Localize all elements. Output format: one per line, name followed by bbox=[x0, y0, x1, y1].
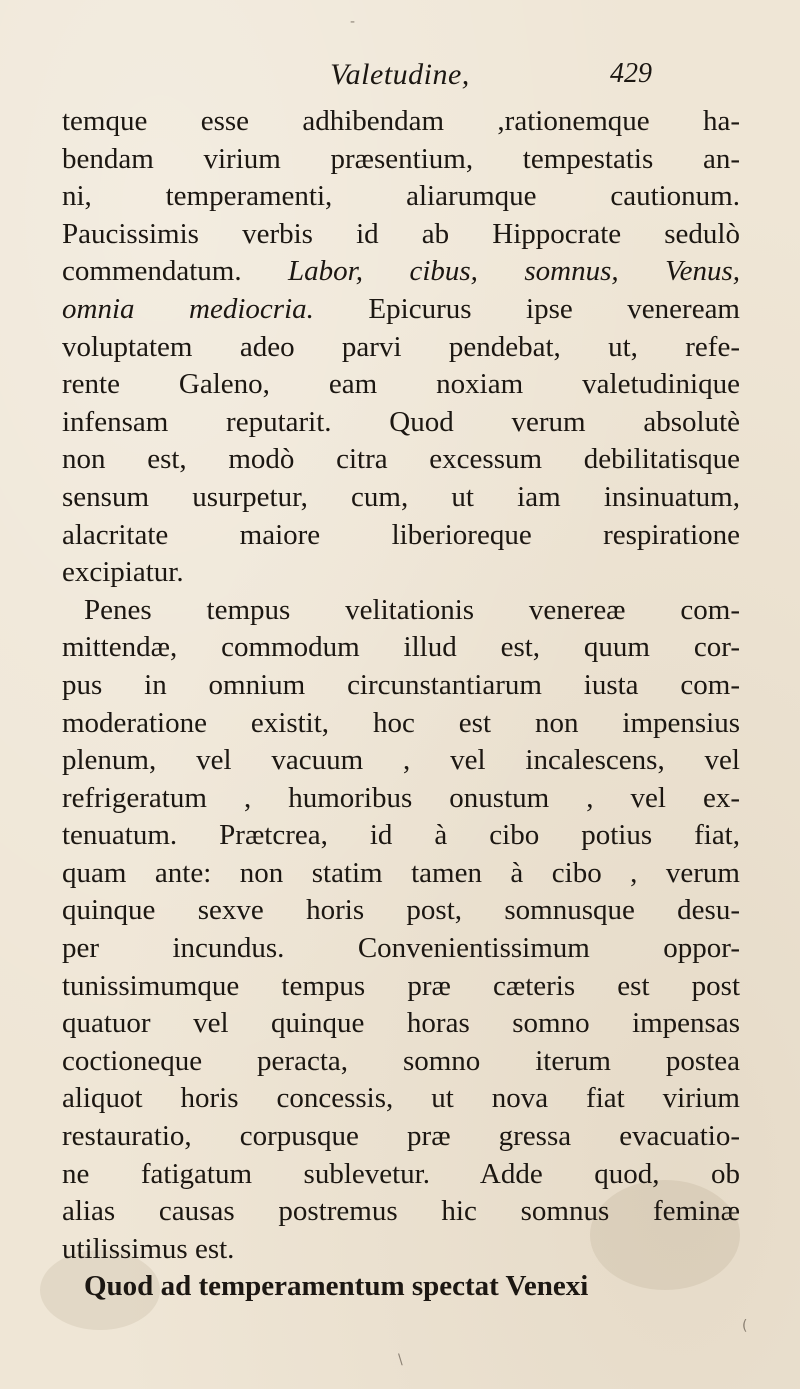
text-line: coctioneque peracta, somno iterum postea bbox=[62, 1044, 740, 1077]
text-line: rente Galeno, eam noxiam valetudinique bbox=[62, 368, 740, 401]
text-line: sensum usurpetur, cum, ut iam insinuatum, bbox=[62, 480, 740, 513]
text-line bbox=[62, 291, 740, 329]
text-line: non est, modò citra excessum debilitatisque bbox=[62, 443, 740, 476]
text-span: commendatum. bbox=[62, 255, 242, 288]
text-line: refrigeratum , humoribus onustum , vel ex- bbox=[62, 781, 740, 814]
text-line: plenum, vel vacuum , vel incalescens, vel bbox=[62, 744, 740, 777]
text-line: infensam reputarit. Quod verum absolutè bbox=[62, 405, 740, 438]
running-head bbox=[0, 58, 800, 98]
text-line: restauratio, corpusque præ gressa evacuatio- bbox=[62, 1120, 740, 1153]
text-line: ni, temperamenti, aliarumque cautionum. bbox=[62, 180, 740, 213]
text-line: bendam virium præsentium, tempestatis an- bbox=[62, 142, 740, 175]
text-span: Epicurus ipse veneream bbox=[368, 292, 740, 325]
ink-mark: \ bbox=[398, 1352, 403, 1368]
text-line: alias causas postremus hic somnus feminæ bbox=[62, 1195, 740, 1228]
text-line: per incundus. Convenientissimum oppor- bbox=[62, 932, 740, 965]
text-line: voluptatem adeo parvi pendebat, ut, refe- bbox=[62, 330, 740, 363]
catchword-line: Quod ad temperamentum spectat Venexi bbox=[84, 1270, 589, 1303]
ink-mark: ( bbox=[742, 1318, 748, 1334]
page-number: 429 bbox=[610, 58, 652, 89]
text-line: excipiatur. bbox=[62, 556, 184, 589]
text-line bbox=[62, 253, 740, 291]
text-line: ne fatigatum sublevetur. Adde quod, ob bbox=[62, 1157, 740, 1190]
text-line: aliquot horis concessis, ut nova fiat virium bbox=[62, 1082, 740, 1115]
quotation-italic: Labor, cibus, somnus, Venus, bbox=[288, 255, 740, 288]
text-line: quam ante: non statim tamen à cibo , verum bbox=[62, 856, 740, 889]
quotation-italic: omnia mediocria. bbox=[62, 292, 314, 325]
body-text bbox=[62, 103, 740, 1306]
running-title: Valetudine, bbox=[330, 58, 470, 91]
text-line: moderatione existit, hoc est non impensius bbox=[62, 706, 740, 739]
text-line: tunissimumque tempus præ cæteris est post bbox=[62, 969, 740, 1002]
text-line: quinque sexve horis post, somnusque desu- bbox=[62, 894, 740, 927]
paragraph-start: Penes tempus velitationis venereæ com- bbox=[84, 593, 740, 626]
text-line: tenuatum. Prætcrea, id à cibo potius fiat, bbox=[62, 819, 740, 852]
text-line: alacritate maiore liberioreque respiratione bbox=[62, 518, 740, 551]
text-line: pus in omnium circunstantiarum iusta com- bbox=[62, 668, 740, 701]
text-line: mittendæ, commodum illud est, quum cor- bbox=[62, 631, 740, 664]
text-line: temque esse adhibendam ,rationemque ha- bbox=[62, 105, 740, 137]
text-line: Paucissimis verbis id ab Hippocrate sedulò bbox=[62, 217, 740, 250]
text-line: quatuor vel quinque horas somno impensas bbox=[62, 1007, 740, 1040]
ink-mark: - bbox=[350, 14, 356, 30]
text-line: utilissimus est. bbox=[62, 1232, 235, 1265]
